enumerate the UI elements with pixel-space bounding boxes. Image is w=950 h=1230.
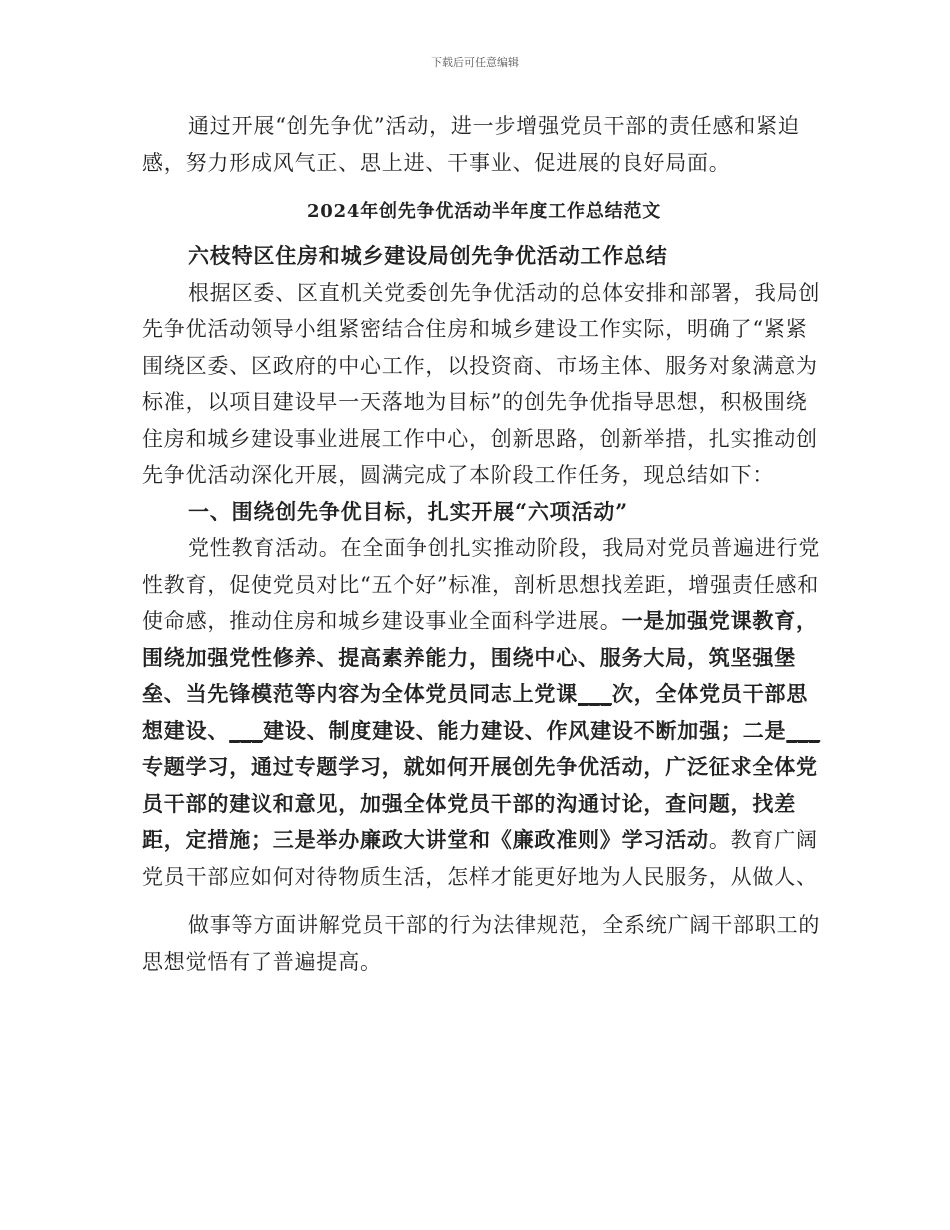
document-title: 2024年创先争优活动半年度工作总结范文 <box>306 201 662 222</box>
summary-paragraph: 根据区委、区直机关党委创先争优活动的总体安排和部署，我局创先争优活动领导小组紧密结合住房和城乡建设工作实际，明确了“紧紧围绕区委、区政府的中心工作，以投资商、市场主体、服务对象满意为标准，以项目建设早一天落地为目标”的创先争优指导思想，积极围绕住房和城乡建设事业进展工作中心，创新思路，创新举措，扎实推动创先争优活动深化开展，圆满完成了本阶段工作任务，现总结如下： <box>142 280 821 487</box>
intro-paragraph: 通过开展“创先争优”活动，进一步增强党员干部的责任感和紧迫感，努力形成风气正、思上进、干事业、促进展的良好局面。 <box>142 114 800 175</box>
document-subtitle: 六枝特区住房和城乡建设局创先争优活动工作总结 <box>188 243 668 268</box>
paragraph-gap <box>142 895 826 907</box>
fill-blank: ___ <box>786 717 821 743</box>
bold-text: 专题学习，通过专题学习，就如何开展创先争优活动，广泛征求全体党员干部的建议和意见，加强全体党员干部的沟通讨论，查问题，找差距，定措施；三是举办廉政大讲堂和《廉政准则》学习活动 <box>142 754 818 852</box>
page-header: 下载后可任意编辑 <box>431 56 519 69</box>
party-education-paragraph <box>142 530 826 895</box>
conclusion-paragraph: 做事等方面讲解党员干部的行为法律规范，全系统广阔干部职工的思想觉悟有了普遍提高。 <box>142 913 821 974</box>
bold-text: 建设、制度建设、能力建设、作风建设不断加强；二是 <box>263 717 787 743</box>
fill-blank: ___ <box>229 717 264 743</box>
section-heading-1: 一、围绕创先争优目标，扎实开展“六项活动” <box>188 498 628 524</box>
bold-text: 一是加强党课教育，围绕加强党性修养、提高素养能力，围绕中心、服务大局，筑坚强堡垒、当先锋模范等内容为全体党员同志上党课 <box>142 608 818 706</box>
paragraph-text: 。教育广阔党员干部应如何对待物质生活，怎样才能更好地为人民服务，从做人、 <box>142 828 818 889</box>
fill-blank: ___ <box>578 681 612 706</box>
bold-text: 次，全体党员干部思想建设、 <box>142 681 809 743</box>
document-body <box>142 108 826 980</box>
paragraph-text: 党性教育活动。在全面争创扎实推动阶段，我局对党员普遍进行党性教育，促使党员对比“五个好”标准，剖析思想找差距，增强责任感和使命感，推动住房和城乡建设事业全面科学进展。 <box>142 536 821 633</box>
